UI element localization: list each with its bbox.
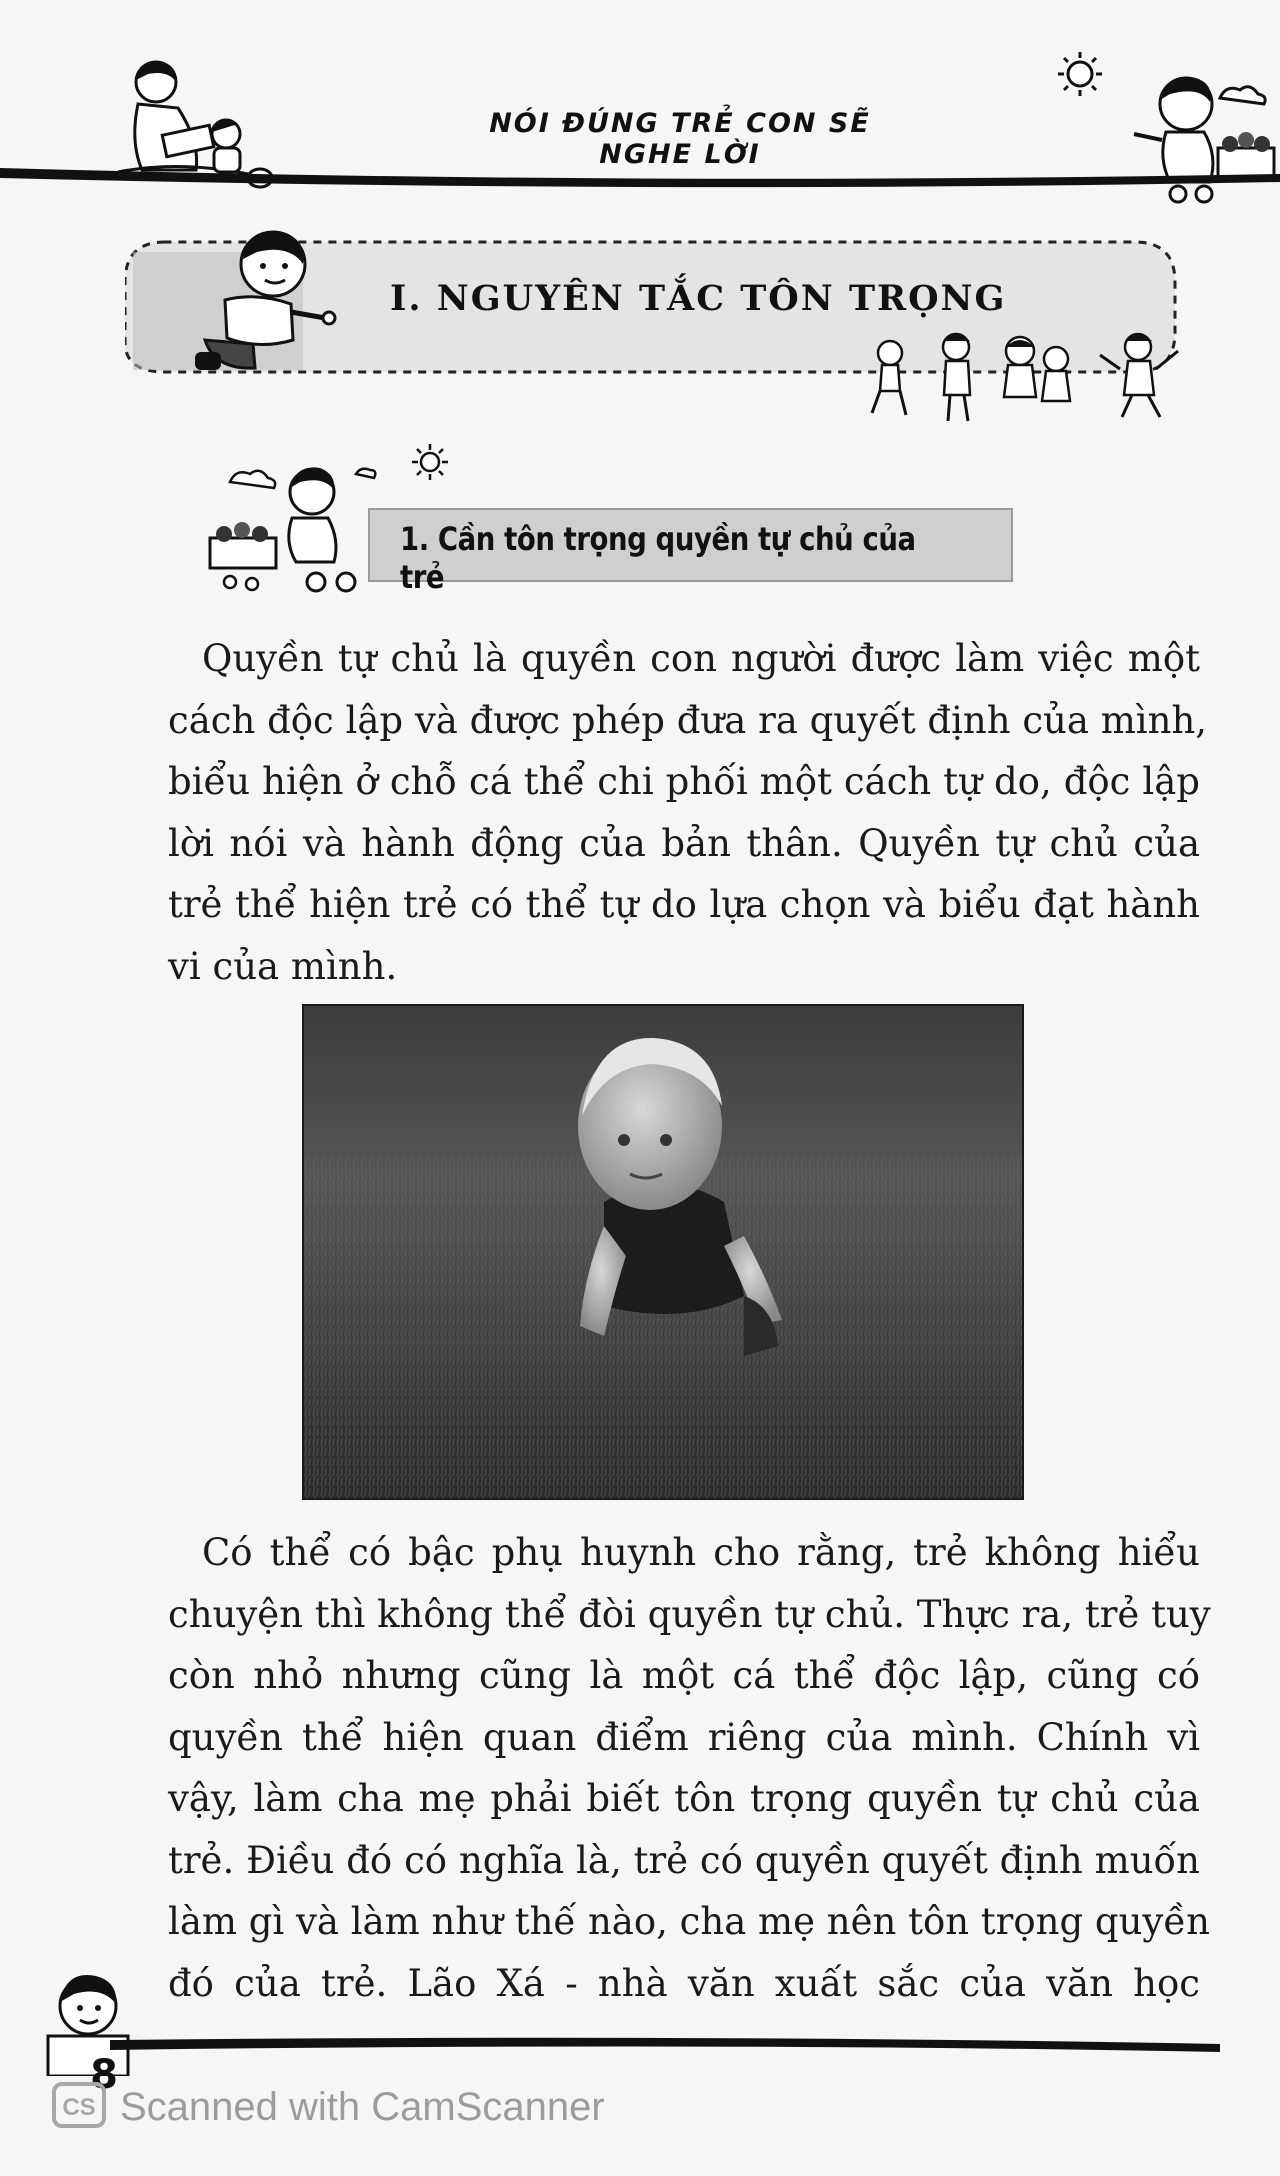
kids-playing-illustration <box>860 325 1190 425</box>
watermark-text: Scanned with CamScanner <box>120 2084 605 2129</box>
baby-crawling-photo <box>302 1004 1024 1500</box>
svg-text:CS: CS <box>62 2094 96 2121</box>
paragraph-1 <box>168 628 1208 997</box>
paragraph-line: trẻ thể hiện trẻ có thể tự do lựa chọn và biểu đạt hành <box>168 883 1200 926</box>
paragraph-2 <box>168 1522 1211 2014</box>
paragraph-line: quyền thể hiện quan điểm riêng của mình. Chính vì <box>168 1715 1200 1759</box>
paragraph-line: làm gì và làm như thế nào, cha mẹ nên tôn trọng quyền <box>168 1900 1210 1943</box>
paragraph-line: biểu hiện ở chỗ cá thể chi phối một cách tự do, độc lập <box>168 760 1200 803</box>
paragraph-line: vậy, làm cha mẹ phải biết tôn trọng quyền tự chủ của <box>168 1777 1200 1820</box>
paragraph-line: Quyền tự chủ là quyền con người được làm việc một <box>202 637 1200 680</box>
header-rule <box>0 148 1280 198</box>
running-header: NÓI ĐÚNG TRẺ CON SẼ NGHE LỜI <box>489 108 871 170</box>
paragraph-line: trẻ. Điều đó có nghĩa là, trẻ có quyền quyết định muốn <box>168 1838 1200 1882</box>
paragraph-line: cách độc lập và được phép đưa ra quyết định của mình, <box>168 698 1208 742</box>
subsection-title: 1. Cần tôn trọng quyền tự chủ của trẻ <box>400 520 916 596</box>
section-title: I. NGUYÊN TẮC TÔN TRỌNG <box>390 278 1007 319</box>
paragraph-line: còn nhỏ nhưng cũng là một cá thể độc lập, cũng có <box>168 1654 1200 1697</box>
paragraph-line: vi của mình. <box>168 944 398 988</box>
paragraph-line: chuyện thì không thể đòi quyền tự chủ. Thực ra, trẻ tuy <box>168 1592 1211 1636</box>
paragraph-line: Có thể có bậc phụ huynh cho rằng, trẻ không hiểu <box>202 1531 1200 1574</box>
scanner-watermark <box>52 2082 605 2132</box>
paragraph-line: lời nói và hành động của bản thân. Quyền tự chủ của <box>168 821 1200 865</box>
camscanner-logo-icon <box>52 2082 106 2132</box>
subsection-illustration <box>200 442 380 602</box>
boy-crawling-illustration <box>165 220 340 380</box>
paragraph-line: đó của trẻ. Lão Xá - nhà văn xuất sắc của văn học <box>168 1961 1200 2005</box>
page-number: 8 <box>90 2052 118 2098</box>
sun-icon <box>410 442 450 482</box>
footer-rule <box>0 2030 1280 2070</box>
